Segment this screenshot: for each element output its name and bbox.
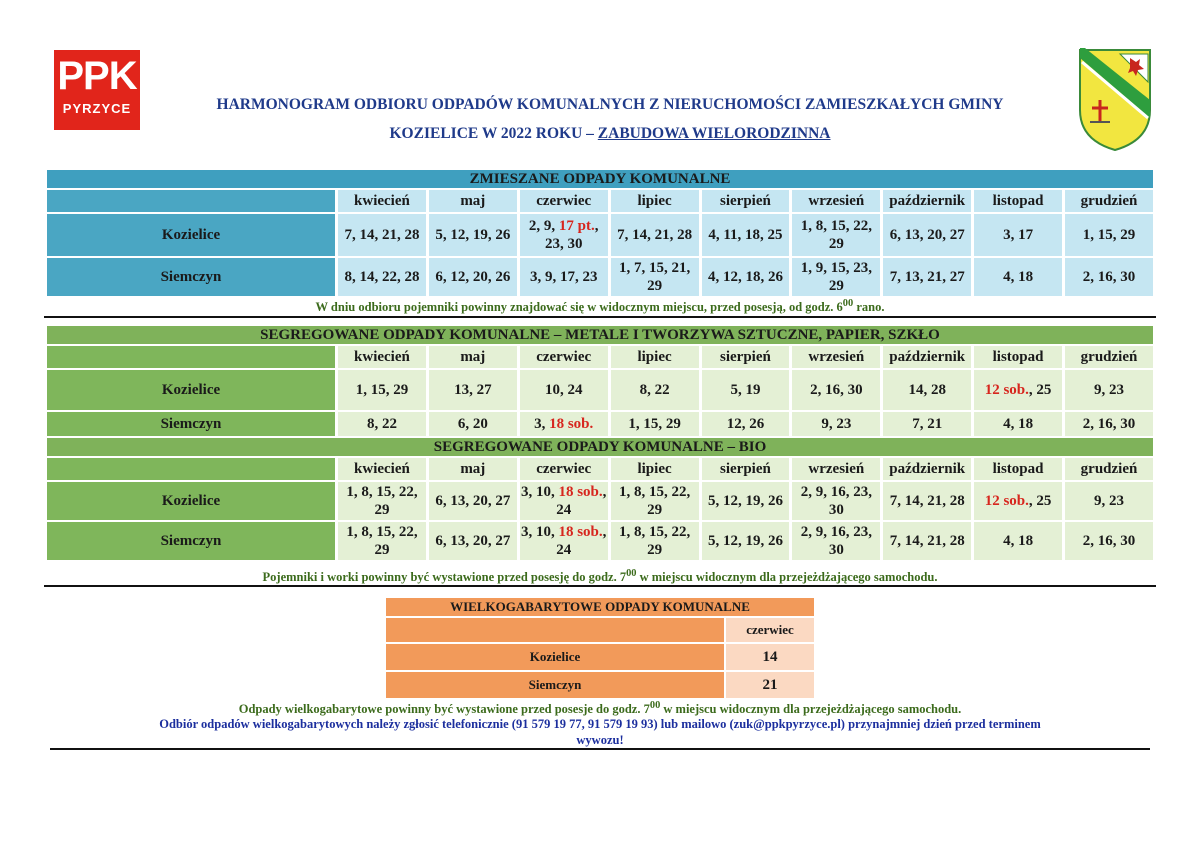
date-part: , 24 — [556, 484, 607, 518]
date-cell — [520, 522, 608, 560]
date-cell: 2, 16, 30 — [1065, 258, 1153, 296]
note-text: w miejscu widocznym dla przejeżdżającego samochodu. — [636, 570, 938, 585]
month-header: maj — [429, 190, 517, 212]
note-text: Pojemniki i worki powinny być wystawione przed posesję do godz. 7 — [262, 570, 627, 585]
note-superscript: 00 — [842, 298, 854, 309]
section-title-bulky: WIELKOGABARYTOWE ODPADY KOMUNALNE — [386, 598, 814, 616]
month-header: październik — [883, 458, 971, 480]
date-cell: 3, 9, 17, 23 — [520, 258, 608, 296]
date-cell: 8, 22 — [338, 412, 426, 436]
month-header: lipiec — [611, 458, 699, 480]
date-part: 2, 9, — [528, 218, 559, 234]
date-cell: 5, 12, 19, 26 — [702, 522, 790, 560]
row-label: Siemczyn — [47, 412, 335, 436]
date-cell: 4, 18 — [974, 258, 1062, 296]
month-header: czerwiec — [520, 458, 608, 480]
section-title-mixed: ZMIESZANE ODPADY KOMUNALNE — [47, 170, 1153, 188]
ppk-logo-text: PPK — [57, 54, 137, 98]
header-empty — [47, 346, 335, 368]
date-cell: 4, 12, 18, 26 — [702, 258, 790, 296]
date-cell: 2, 16, 30 — [1065, 412, 1153, 436]
table-row — [47, 482, 1153, 520]
date-cell — [520, 214, 608, 256]
date-cell: 1, 15, 29 — [611, 412, 699, 436]
month-header: październik — [883, 346, 971, 368]
header-empty — [47, 458, 335, 480]
date-cell: 7, 14, 21, 28 — [883, 482, 971, 520]
month-header: wrzesień — [792, 190, 880, 212]
date-cell — [974, 370, 1062, 410]
date-cell: 6, 12, 20, 26 — [429, 258, 517, 296]
date-cell: 9, 23 — [1065, 482, 1153, 520]
bulky-note — [44, 700, 1156, 717]
month-header: maj — [429, 346, 517, 368]
ppk-logo — [54, 50, 140, 130]
month-header: maj — [429, 458, 517, 480]
date-cell: 9, 23 — [792, 412, 880, 436]
month-header: kwiecień — [338, 190, 426, 212]
month-header: listopad — [974, 190, 1062, 212]
row-label: Siemczyn — [386, 672, 724, 698]
date-cell: 7, 21 — [883, 412, 971, 436]
date-part: , 24 — [556, 524, 607, 558]
row-label: Kozielice — [47, 482, 335, 520]
date-cell: 5, 12, 19, 26 — [429, 214, 517, 256]
note-text: Odpady wielkogabarytowe powinny być wystawione przed posesje do godz. 7 — [238, 702, 650, 717]
date-cell — [520, 482, 608, 520]
table-row — [47, 214, 1153, 256]
ppk-logo-subtext: PYRZYCE — [62, 101, 132, 116]
title-line2-underlined: ZABUDOWA WIELORODZINNA — [597, 125, 831, 142]
date-cell: 1, 8, 15, 22, 29 — [611, 522, 699, 560]
row-label: Kozielice — [386, 644, 724, 670]
month-header: wrzesień — [792, 458, 880, 480]
month-header: październik — [883, 190, 971, 212]
table-row — [47, 522, 1153, 560]
date-cell: 5, 12, 19, 26 — [702, 482, 790, 520]
date-part: , 25 — [1028, 493, 1052, 509]
date-cell: 4, 18 — [974, 412, 1062, 436]
date-cell: 2, 9, 16, 23, 30 — [792, 522, 880, 560]
date-cell: 8, 14, 22, 28 — [338, 258, 426, 296]
note-text: w miejscu widocznym dla przejeżdżającego samochodu. — [660, 702, 962, 717]
month-header: czerwiec — [726, 618, 814, 642]
date-cell: 1, 8, 15, 22, 29 — [611, 482, 699, 520]
date-cell: 13, 27 — [429, 370, 517, 410]
mixed-note — [44, 298, 1156, 315]
month-header: listopad — [974, 346, 1062, 368]
date-cell — [520, 412, 608, 436]
note-text: rano. — [853, 300, 885, 315]
date-cell: 14, 28 — [883, 370, 971, 410]
date-part-highlight: 17 pt. — [558, 218, 595, 234]
mixed-waste-table — [44, 168, 1156, 298]
date-cell: 6, 13, 20, 27 — [883, 214, 971, 256]
bulky-contact-note: Odbiór odpadów wielkogabarytowych należy zgłosić telefonicznie (91 579 19 77, 91 579 19 93) lub mailowo (zuk@ppkpyrzyce.pl) przynajmniej dzień przed terminem — [159, 717, 1041, 731]
segregated-waste-table — [44, 324, 1156, 562]
date-part-highlight: 12 sob. — [984, 493, 1029, 509]
title-line2-prefix: KOZIELICE W 2022 ROKU – — [389, 125, 598, 142]
section-title-bio: SEGREGOWANE ODPADY KOMUNALNE – BIO — [47, 438, 1153, 456]
date-cell: 1, 15, 29 — [338, 370, 426, 410]
note-superscript: 00 — [626, 568, 637, 579]
date-cell — [974, 482, 1062, 520]
document-title-line1: HARMONOGRAM ODBIORU ODPADÓW KOMUNALNYCH Z NIERUCHOMOŚCI ZAMIESZKAŁYCH GMINY — [216, 96, 1004, 113]
month-header: czerwiec — [520, 346, 608, 368]
date-cell: 21 — [726, 672, 814, 698]
date-cell: 4, 11, 18, 25 — [702, 214, 790, 256]
date-cell: 7, 14, 21, 28 — [883, 522, 971, 560]
table-row — [47, 258, 1153, 296]
note-superscript: 00 — [649, 700, 661, 711]
date-part-highlight: 18 sob. — [558, 484, 603, 500]
month-header: lipiec — [611, 346, 699, 368]
date-cell: 2, 9, 16, 23, 30 — [792, 482, 880, 520]
date-part-highlight: 12 sob. — [984, 382, 1029, 398]
section-title-segregated: SEGREGOWANE ODPADY KOMUNALNE – METALE I TWORZYWA SZTUCZNE, PAPIER, SZKŁO — [47, 326, 1153, 344]
date-cell: 1, 8, 15, 22, 29 — [338, 482, 426, 520]
date-cell: 2, 16, 30 — [1065, 522, 1153, 560]
date-cell: 4, 18 — [974, 522, 1062, 560]
date-part: 3, 10, — [520, 484, 559, 500]
date-cell: 8, 22 — [611, 370, 699, 410]
date-part: , 25 — [1028, 382, 1052, 398]
note-text: W dniu odbioru pojemniki powinny znajdować się w widocznym miejscu, przed posesją, od godz. 6 — [315, 300, 843, 315]
month-header: listopad — [974, 458, 1062, 480]
date-cell: 14 — [726, 644, 814, 670]
header-empty — [386, 618, 724, 642]
month-header: czerwiec — [520, 190, 608, 212]
date-part: 3, — [534, 416, 550, 432]
month-header: grudzień — [1065, 190, 1153, 212]
table-row — [47, 412, 1153, 436]
month-header: sierpień — [702, 346, 790, 368]
date-cell: 2, 16, 30 — [792, 370, 880, 410]
row-label: Kozielice — [47, 370, 335, 410]
header-empty — [47, 190, 335, 212]
table-row — [386, 672, 814, 698]
bulky-contact-note-end: wywozu! — [576, 733, 624, 747]
date-cell: 1, 9, 15, 23, 29 — [792, 258, 880, 296]
month-header: wrzesień — [792, 346, 880, 368]
row-label: Kozielice — [47, 214, 335, 256]
date-part: 3, 10, — [520, 524, 559, 540]
date-cell: 6, 13, 20, 27 — [429, 482, 517, 520]
date-cell: 3, 17 — [974, 214, 1062, 256]
date-cell: 12, 26 — [702, 412, 790, 436]
date-cell: 5, 19 — [702, 370, 790, 410]
divider — [44, 585, 1156, 587]
month-header: grudzień — [1065, 346, 1153, 368]
table-row — [47, 370, 1153, 410]
date-cell: 1, 15, 29 — [1065, 214, 1153, 256]
month-header: kwiecień — [338, 458, 426, 480]
row-label: Siemczyn — [47, 258, 335, 296]
date-cell: 7, 13, 21, 27 — [883, 258, 971, 296]
table-row — [386, 644, 814, 670]
date-part-highlight: 18 sob. — [549, 416, 594, 432]
date-cell: 7, 14, 21, 28 — [338, 214, 426, 256]
row-label: Siemczyn — [47, 522, 335, 560]
date-cell: 9, 23 — [1065, 370, 1153, 410]
month-header: grudzień — [1065, 458, 1153, 480]
document-title-line2 — [150, 125, 1070, 143]
bio-note — [44, 568, 1156, 585]
month-header: lipiec — [611, 190, 699, 212]
date-cell: 1, 8, 15, 22, 29 — [792, 214, 880, 256]
date-cell: 10, 24 — [520, 370, 608, 410]
date-cell: 6, 13, 20, 27 — [429, 522, 517, 560]
date-cell: 6, 20 — [429, 412, 517, 436]
date-part: , 23, 30 — [544, 218, 599, 252]
bulky-waste-table — [384, 596, 816, 700]
month-header: sierpień — [702, 458, 790, 480]
month-header: sierpień — [702, 190, 790, 212]
crest-icon — [1078, 48, 1152, 152]
divider — [44, 316, 1156, 318]
date-part-highlight: 18 sob. — [558, 524, 603, 540]
date-cell: 1, 8, 15, 22, 29 — [338, 522, 426, 560]
date-cell: 7, 14, 21, 28 — [611, 214, 699, 256]
date-cell: 1, 7, 15, 21, 29 — [611, 258, 699, 296]
divider — [50, 748, 1150, 750]
month-header: kwiecień — [338, 346, 426, 368]
